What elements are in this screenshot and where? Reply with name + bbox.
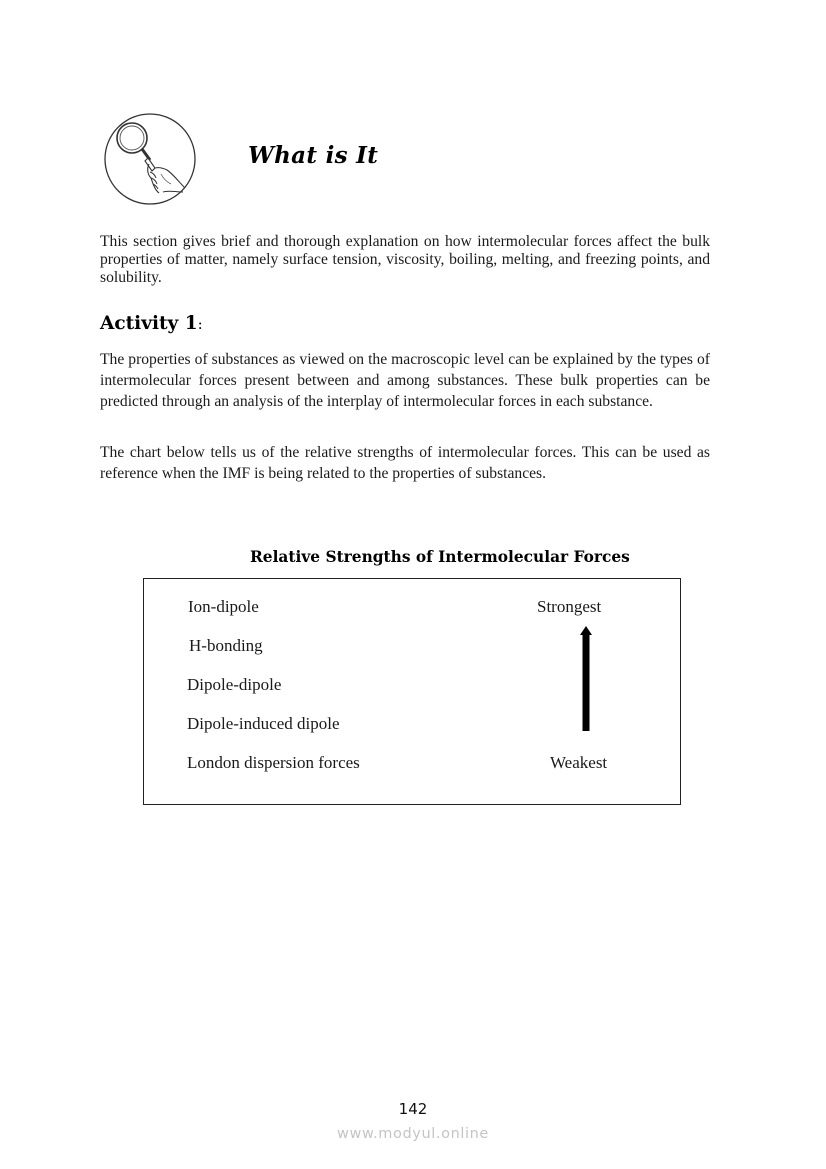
force-label-ion-dipole: Ion-dipole [188, 597, 259, 616]
section-title: What is It [248, 142, 379, 169]
activity-paragraph-1: The properties of substances as viewed on the macroscopic level can be explained by the types of intermolecular forces present between and among substances. These bulk properties can be predicted through an analysis of the interplay of intermolecular forces in each substance. [100, 351, 710, 410]
activity-paragraph-2: The chart below tells us of the relative strengths of intermolecular forces. This can be used as reference when the IMF is being related to the properties of substances. [100, 444, 710, 482]
force-label-h-bonding: H-bonding [189, 636, 263, 655]
page-number: 142 [398, 1100, 428, 1118]
activity-heading [100, 313, 203, 334]
up-arrow-icon [576, 625, 596, 733]
intro-paragraph: This section gives brief and thorough explanation on how intermolecular forces affect the bulk properties of matter, namely surface tension, viscosity, boiling, melting, and freezing points, and solubility. [100, 233, 710, 287]
weakest-label: Weakest [550, 753, 608, 772]
force-label-dipole-dipole: Dipole-dipole [187, 675, 282, 694]
magnifying-glass-in-hand-icon [103, 112, 197, 206]
force-label-dipole-induced-dipole: Dipole-induced dipole [187, 714, 340, 733]
activity-heading-text: Activity 1 [100, 313, 198, 334]
watermark: www.modyul.online [337, 1126, 489, 1142]
force-label-london-dispersion: London dispersion forces [187, 753, 360, 772]
activity-heading-colon: : [197, 315, 203, 333]
chart-title: Relative Strengths of Intermolecular Forces [250, 548, 630, 566]
strongest-label: Strongest [537, 597, 602, 616]
